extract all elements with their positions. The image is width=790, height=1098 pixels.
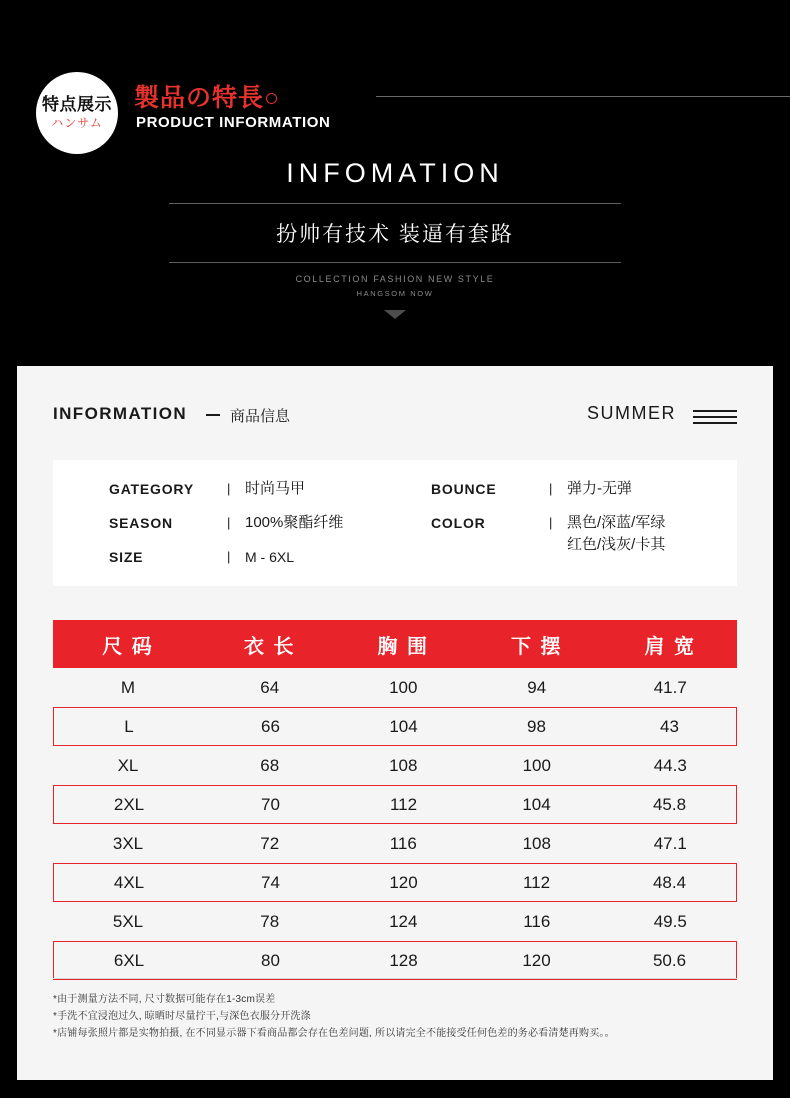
cell-length: 68 bbox=[260, 755, 280, 775]
spec-sep-color: | bbox=[549, 515, 553, 530]
cell-hem: 94 bbox=[527, 677, 547, 697]
cell-hem: 104 bbox=[522, 794, 551, 814]
cell-shoulder: 43 bbox=[660, 716, 679, 736]
cell-bust: 120 bbox=[389, 872, 418, 892]
cell-length: 64 bbox=[260, 677, 280, 697]
spec-row-bounce bbox=[431, 478, 665, 512]
cell-hem: 100 bbox=[522, 755, 551, 775]
specification-box bbox=[53, 460, 737, 586]
cell-bust: 108 bbox=[389, 755, 418, 775]
cell-size: 2XL bbox=[113, 794, 145, 814]
cell-bust: 104 bbox=[389, 716, 418, 736]
menu-bars-icon bbox=[693, 410, 737, 428]
season-tag: SUMMER bbox=[587, 403, 676, 423]
header-divider bbox=[376, 96, 790, 97]
cell-size: 5XL bbox=[112, 911, 144, 931]
table-row bbox=[53, 824, 737, 863]
cell-size: M bbox=[120, 677, 136, 697]
spec-value-color-line2: 红色/浅灰/卡其 bbox=[567, 536, 666, 553]
spec-key-season: SEASON bbox=[109, 515, 173, 531]
spec-value-season: 100%聚酯纤维 bbox=[245, 514, 344, 531]
cell-bust: 116 bbox=[389, 833, 417, 853]
cell-hem: 116 bbox=[523, 911, 551, 931]
panel-heading-en: INFORMATION bbox=[53, 404, 188, 423]
cell-hem: 108 bbox=[522, 833, 551, 853]
cell-length: 80 bbox=[261, 950, 280, 970]
hero-section bbox=[0, 0, 790, 366]
cell-length: 72 bbox=[260, 833, 280, 853]
cell-bust: 128 bbox=[389, 950, 418, 970]
cell-size: 6XL bbox=[113, 950, 145, 970]
cell-shoulder: 48.4 bbox=[652, 872, 687, 892]
spec-row-season bbox=[109, 512, 343, 546]
table-row bbox=[53, 863, 737, 902]
cell-bust: 112 bbox=[389, 794, 418, 814]
note-color-difference: *店铺每张照片都是实物拍摄, 在不同显示器下看商品都会存在色差问题, 所以请完全不能接受任何色差的务必看清楚再购买。。 bbox=[53, 1028, 615, 1039]
cell-size: 4XL bbox=[113, 872, 145, 892]
cell-size: XL bbox=[117, 755, 139, 775]
cell-shoulder: 49.5 bbox=[653, 911, 687, 931]
notes-divider bbox=[53, 978, 737, 979]
table-row bbox=[53, 668, 737, 707]
cell-shoulder: 44.3 bbox=[653, 755, 687, 775]
cell-hem: 98 bbox=[527, 716, 546, 736]
table-row bbox=[53, 785, 737, 824]
spec-value-category: 时尚马甲 bbox=[245, 480, 306, 497]
hero-title-en: INFOMATION bbox=[286, 158, 504, 188]
column-header-hem: 下 摆 bbox=[510, 635, 563, 658]
header-title-jp: 製品の特長○ bbox=[134, 84, 281, 112]
hero-divider-top bbox=[169, 203, 621, 204]
cell-bust: 124 bbox=[389, 911, 418, 931]
note-washing: *手洗不宜浸泡过久, 晾晒时尽量拧干,与深色衣服分开洗涤 bbox=[53, 1011, 311, 1022]
cell-hem: 112 bbox=[522, 872, 551, 892]
disclaimer-notes bbox=[53, 978, 737, 1042]
spec-value-size: M - 6XL bbox=[245, 549, 295, 565]
spec-row-category bbox=[109, 478, 343, 512]
spec-row-size bbox=[109, 546, 343, 580]
cell-length: 66 bbox=[261, 716, 280, 736]
feature-badge bbox=[36, 72, 118, 154]
spec-key-color: COLOR bbox=[431, 515, 486, 531]
feature-badge-main-label: 特点展示 bbox=[42, 95, 112, 114]
spec-key-size: SIZE bbox=[109, 549, 144, 565]
cell-length: 74 bbox=[261, 872, 280, 892]
spec-key-category: GATEGORY bbox=[109, 481, 194, 497]
cell-shoulder: 41.7 bbox=[653, 677, 687, 697]
cell-length: 78 bbox=[260, 911, 280, 931]
panel-heading-cn: 商品信息 bbox=[230, 408, 291, 425]
hero-caption-secondary: HANGSOM NOW bbox=[356, 289, 434, 298]
note-measurement: *由于测量方法不同, 尺寸数据可能存在1-3cm误差 bbox=[53, 994, 276, 1005]
cell-bust: 100 bbox=[389, 677, 418, 697]
hero-caption-primary: COLLECTION FASHION NEW STYLE bbox=[295, 274, 495, 284]
product-information-header bbox=[36, 72, 754, 152]
column-header-size: 尺 码 bbox=[102, 635, 154, 658]
cell-length: 70 bbox=[261, 794, 280, 814]
column-header-bust: 胸 围 bbox=[377, 635, 430, 658]
cell-shoulder: 50.6 bbox=[652, 950, 687, 970]
cell-shoulder: 47.1 bbox=[653, 833, 687, 853]
spec-sep-category: | bbox=[227, 481, 231, 496]
chevron-down-icon bbox=[384, 310, 406, 319]
panel-heading-dash bbox=[206, 414, 220, 416]
table-row bbox=[53, 941, 737, 980]
spec-sep-size: | bbox=[227, 549, 231, 564]
spec-value-bounce: 弹力-无弹 bbox=[567, 480, 632, 497]
panel-header bbox=[36, 402, 754, 432]
table-row bbox=[53, 902, 737, 941]
column-header-shoulder: 肩 宽 bbox=[644, 635, 697, 658]
hero-divider-bottom bbox=[169, 262, 621, 263]
hero-text-block bbox=[0, 158, 790, 319]
page-footer-bar bbox=[0, 1080, 790, 1098]
spec-row-color bbox=[431, 512, 666, 553]
cell-shoulder: 45.8 bbox=[652, 794, 687, 814]
information-panel bbox=[17, 366, 773, 1080]
cell-hem: 120 bbox=[522, 950, 551, 970]
spec-value-color-line1: 黑色/深蓝/军绿 bbox=[567, 514, 666, 531]
table-row bbox=[53, 707, 737, 746]
table-row bbox=[53, 746, 737, 785]
table-header-row bbox=[53, 620, 737, 668]
spec-sep-bounce: | bbox=[549, 481, 553, 496]
specification-column-left bbox=[109, 478, 343, 580]
feature-badge-sub-label: ハンサム bbox=[51, 116, 103, 130]
header-title-en: PRODUCT INFORMATION bbox=[136, 114, 331, 131]
spec-key-bounce: BOUNCE bbox=[431, 481, 497, 497]
column-header-length: 衣 长 bbox=[243, 635, 296, 658]
size-chart-table bbox=[53, 620, 737, 980]
cell-size: 3XL bbox=[112, 833, 144, 853]
hero-title-cn: 扮帅有技术 装逼有套路 bbox=[276, 223, 514, 246]
spec-sep-season: | bbox=[227, 515, 231, 530]
spec-value-color-group bbox=[567, 512, 665, 556]
specification-column-right bbox=[431, 478, 666, 553]
cell-size: L bbox=[124, 716, 134, 736]
